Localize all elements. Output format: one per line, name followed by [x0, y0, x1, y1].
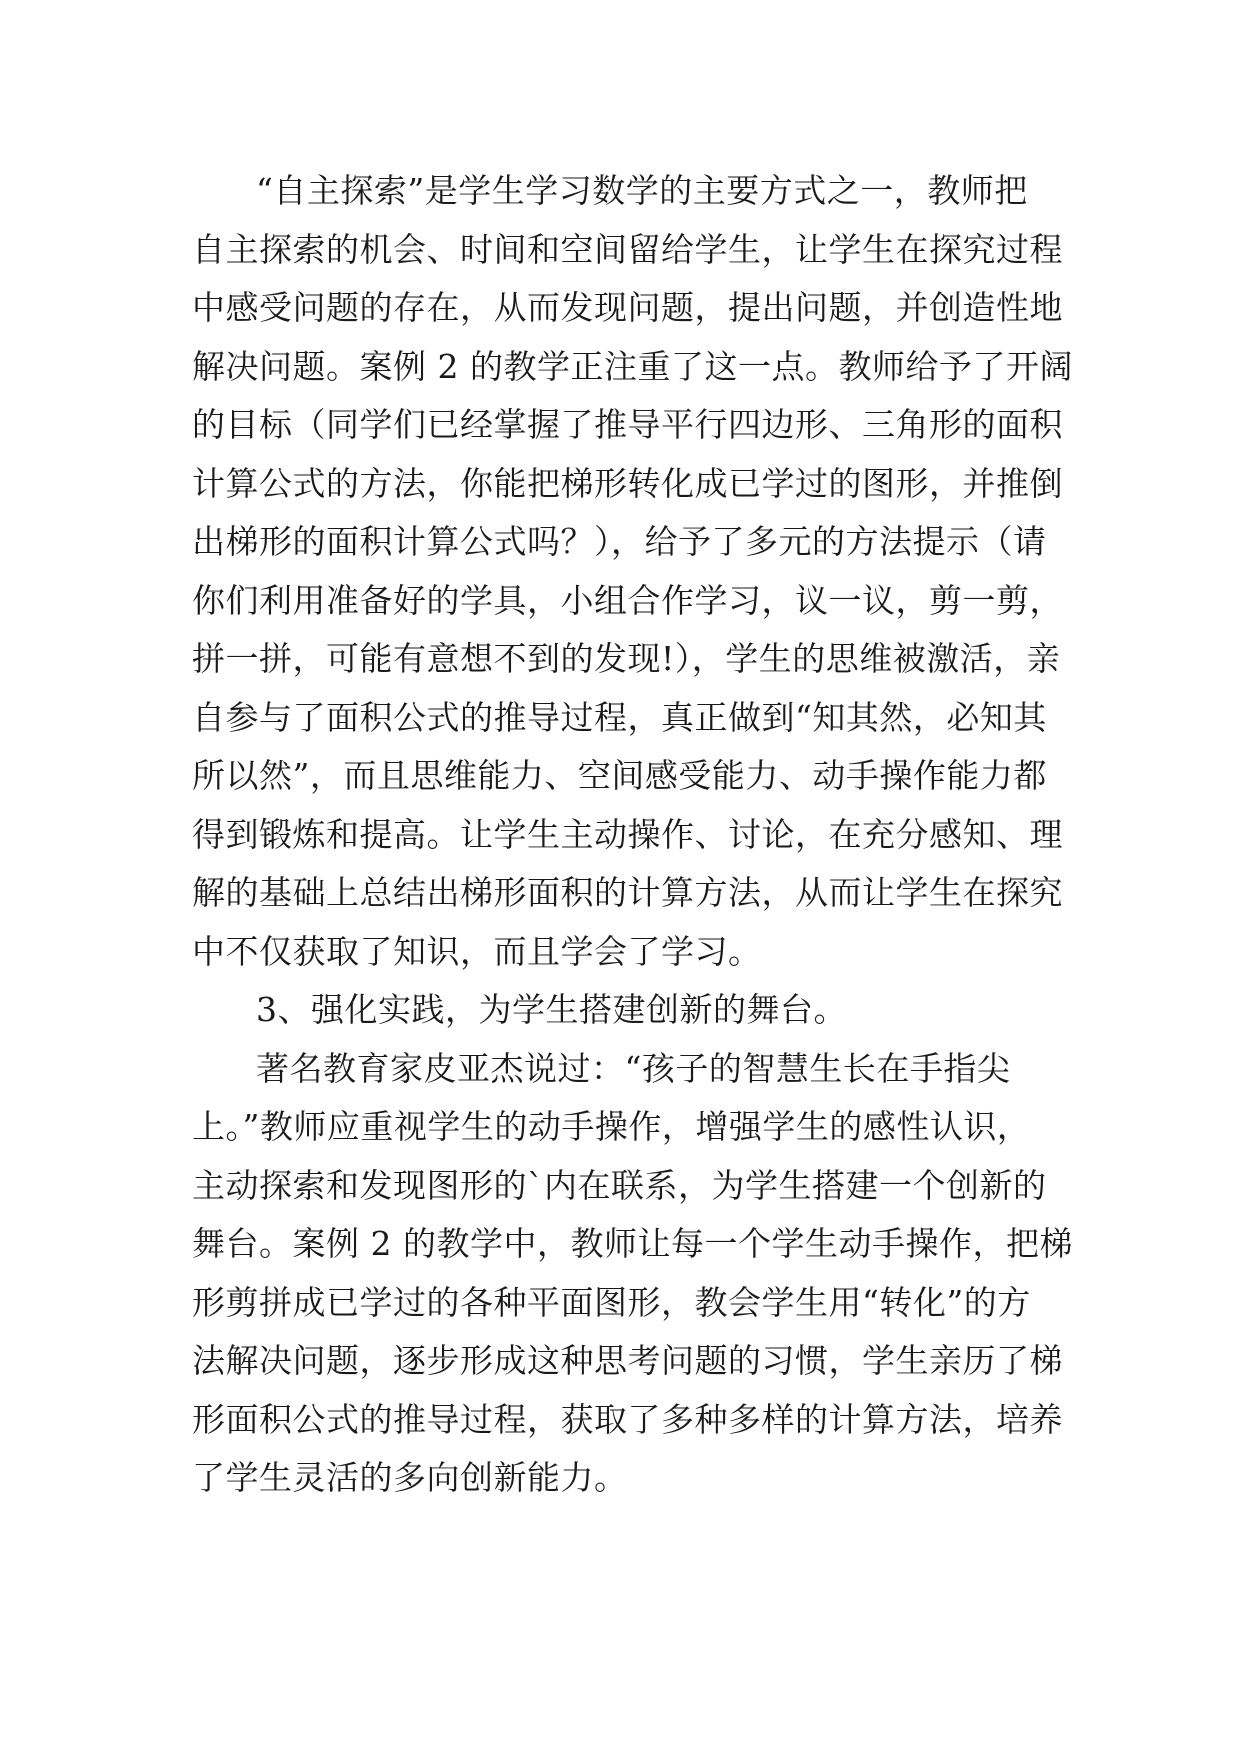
- paragraph-line: 的目标（同学们已经掌握了推导平行四边形、三角形的面积: [192, 405, 1063, 444]
- paragraph-line: 上。”教师应重视学生的动手操作，增强学生的感性认识，: [192, 1107, 1031, 1146]
- paragraph-line: 解的基础上总结出梯形面积的计算方法，从而让学生在探究: [192, 873, 1063, 912]
- paragraph-line: 形面积公式的推导过程，获取了多种多样的计算方法，培养: [192, 1399, 1063, 1439]
- paragraph-line: 解决问题。案例 2 的教学正注重了这一点。教师给予了开阔: [192, 346, 1073, 386]
- paragraph-line: 所以然”，而且思维能力、空间感受能力、动手操作能力都: [192, 756, 1047, 795]
- paragraph-line: 著名教育家皮亚杰说过：“孩子的智慧生长在手指尖: [256, 1048, 1011, 1088]
- paragraph-line: 拼一拼，可能有意想不到的发现!），学生的思维被激活，亲: [192, 639, 1061, 678]
- paragraph-line: 中感受问题的存在，从而发现问题，提出问题，并创造性地: [192, 288, 1063, 327]
- paragraph-line: 形剪拼成已学过的各种平面图形，教会学生用“转化”的方: [192, 1282, 1031, 1322]
- document-body: [192, 162, 1072, 1508]
- paragraph-line: 自主探索的机会、时间和空间留给学生，让学生在探究过程: [192, 229, 1063, 269]
- paragraph-line: 自参与了面积公式的推导过程，真正做到“知其然，必知其: [192, 697, 1047, 737]
- paragraph-line: 了学生灵活的多向创新能力。: [192, 1458, 628, 1497]
- paragraph-line: “自主探索”是学生学习数学的主要方式之一，教师把: [256, 171, 1028, 210]
- paragraph-line: 中不仅获取了知识，而且学会了学习。: [192, 931, 762, 971]
- section-heading: 3、强化实践，为学生搭建创新的舞台。: [256, 990, 847, 1029]
- paragraph-line: 出梯形的面积计算公式吗？），给予了多元的方法提示（请: [192, 522, 1047, 561]
- paragraph-line: 你们利用准备好的学具，小组合作学习，议一议，剪一剪，: [192, 580, 1063, 620]
- paragraph-line: 舞台。案例 2 的教学中，教师让每一个学生动手操作，把梯: [192, 1224, 1073, 1263]
- paragraph-line: 法解决问题，逐步形成这种思考问题的习惯，学生亲历了梯: [192, 1341, 1063, 1380]
- paragraph-line: 得到锻炼和提高。让学生主动操作、讨论，在充分感知、理: [192, 814, 1063, 854]
- paragraph-line: 主动探索和发现图形的`内在联系，为学生搭建一个创新的: [192, 1165, 1047, 1205]
- paragraph-line: 计算公式的方法，你能把梯形转化成已学过的图形，并推倒: [192, 463, 1063, 503]
